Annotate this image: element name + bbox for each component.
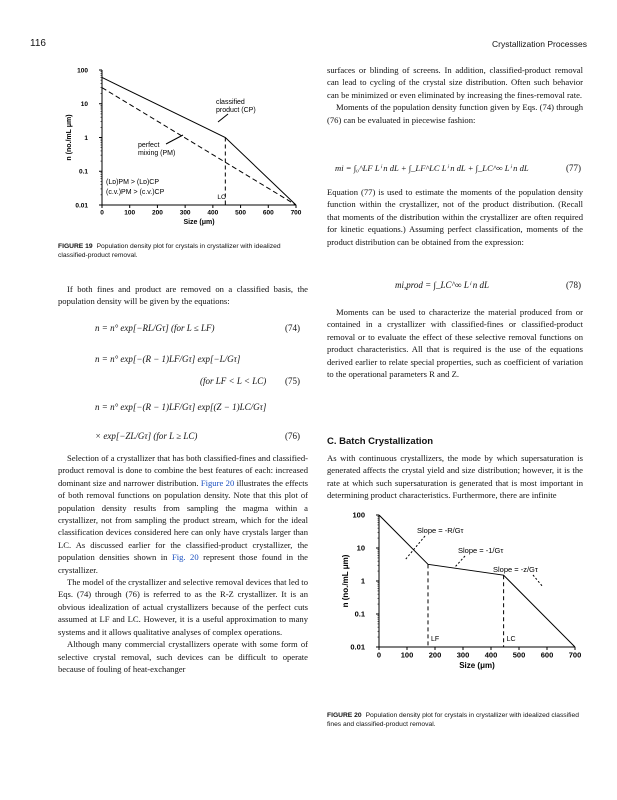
equation-77: mi = ∫₀^LF Lⁱ n dL + ∫_LF^LC Lⁱ n dL + ∫_LC^∞ Lⁱ n dL: [335, 163, 529, 173]
equation-74-number: (74): [285, 323, 300, 333]
left-body: [58, 452, 308, 675]
y-tick-label: 0.1: [78, 168, 88, 176]
series-line: [102, 88, 296, 205]
right-para-5: As with continuous crystallizers, the mode by which supersaturation is generated affects the crystal yield and size distribution; however, it is the rate at which such supersaturation is generated that is most important in determining product characteristics. Furthermore, there are infinite: [327, 453, 583, 501]
slope-3-pointer: [533, 575, 543, 587]
x-tick-label: 500: [235, 209, 247, 217]
equation-78: mi,prod = ∫_LC^∞ Lⁱ n dL: [395, 280, 490, 290]
x-tick-label: 200: [428, 650, 442, 660]
x-tick-label: 0: [100, 209, 104, 217]
pm-label-line2: mixing (PM): [138, 150, 176, 157]
x-tick-label: 0: [376, 650, 382, 660]
y-tick-label: 100: [77, 67, 88, 75]
slope-3-label: Slope = -z/Gτ: [493, 565, 538, 574]
left-para-1: If both fines and product are removed on a classified basis, the population density will be given by the equations:: [58, 284, 308, 307]
right-para-2: Moments of the population density function given by Eqs. (74) through (76) can be evaluated in piecewise fashion:: [327, 102, 583, 125]
left-para-4: Although many commercial crystallizers operate with some form of selective crystal removal, such devices can be difficult to operate because of fouling of heat-exchanger: [58, 639, 308, 674]
y-tick-label: 0.1: [354, 609, 365, 619]
y-tick-label: 1: [84, 134, 88, 142]
equation-74: n = n° exp[−RL/Gτ] (for L ≤ LF): [95, 323, 215, 333]
slope-1-label: Slope = -R/Gτ: [417, 526, 464, 535]
x-axis-label: Size (μm): [183, 219, 215, 226]
right-body-bottom: [327, 452, 583, 502]
slope-2-label: Slope = -1/Gτ: [458, 546, 504, 555]
series-line: [379, 515, 575, 647]
equation-75-number: (75): [285, 376, 300, 386]
x-tick-label: 300: [456, 650, 470, 660]
x-tick-label: 600: [540, 650, 554, 660]
x-tick-label: 100: [124, 209, 136, 217]
figure-19-label: FIGURE 19: [58, 243, 93, 250]
y-tick-label: 0.01: [350, 642, 365, 652]
pm-label-line1: perfect: [138, 142, 160, 149]
left-para-3: The model of the crystallizer and selective removal devices that led to Eqs. (74) through (76) is referred to as the R-Z crystallizer. It is an obvious idealization of actual crystallizers because of the perfect cuts assumed at LF and LC. However, it is a useful approximation to many systems and it allows qualitative analyses of complex operations.: [58, 577, 308, 637]
slope-1-pointer: [405, 536, 425, 560]
x-tick-label: 500: [512, 650, 526, 660]
right-para-3: Equation (77) is used to estimate the moments of the population density function within the crystallizer, not of the product distribution. (Recall that moments of the distribution within the crystallizer are often required for kinetic equations.) Assuming perfect classification, moments of the product distribution can be obtained from the expression:: [327, 187, 583, 247]
lc-label: LC: [506, 636, 516, 643]
figure-19-chart: [58, 60, 308, 240]
figure-19-caption-text: Population density plot for crystals in crystallizer with idealized classified-product removal.: [58, 243, 281, 259]
cp-label-line1: classified: [216, 99, 245, 106]
right-body-top: [327, 64, 583, 126]
inequality-2: (c.v.)PM > (c.v.)CP: [106, 189, 165, 196]
figure-20-caption: [327, 711, 585, 729]
y-axis-label: n (no./mL μm): [66, 114, 73, 161]
equation-78-number: (78): [566, 280, 581, 290]
running-title: Crystallization Processes: [492, 39, 587, 49]
y-axis-label: n (no./mL μm): [341, 554, 350, 608]
pm-pointer: [166, 135, 183, 144]
cp-pointer: [218, 114, 228, 122]
figure-20-chart: [325, 505, 587, 705]
inequality-1: (Lᴅ)PM > (Lᴅ)CP: [106, 179, 160, 186]
equation-76-condition: × exp[−ZL/Gτ] (for L ≥ LC): [95, 431, 198, 441]
x-tick-label: 400: [207, 209, 219, 217]
fig-20-link[interactable]: Fig. 20: [171, 552, 199, 563]
x-tick-label: 600: [262, 209, 274, 217]
x-tick-label: 700: [568, 650, 582, 660]
y-tick-label: 100: [352, 510, 365, 520]
x-tick-label: 700: [290, 209, 302, 217]
cp-label-line2: product (CP): [216, 107, 256, 114]
figure-19-caption: [58, 242, 308, 260]
lc-label: LC: [217, 194, 226, 201]
equation-76: n = n° exp[−(R − 1)LF/Gτ] exp[(Z − 1)LC/Gτ]: [95, 402, 267, 412]
section-heading: C. Batch Crystallization: [327, 436, 434, 447]
equation-75: n = n° exp[−(R − 1)LF/Gτ] exp[−L/Gτ]: [95, 354, 241, 364]
equation-77-number: (77): [566, 163, 581, 173]
equation-75-condition: (for LF < L < LC): [200, 376, 267, 386]
equation-76-number: (76): [285, 431, 300, 441]
left-para-2: Selection of a crystallizer that has both classified-fines and classified-product removal is done to combine the best features of each: increased dominant size and narrower distribution. Figure 20 illustrates the effects of both removal functions on population density. Note that this plot of population density results from sampling the magma within a crystallizer, not from sampling the product stream, which for the ideal classification devices considered here can only have crystals larger than LC. As discussed earlier for the classified-product crystallizer, the population densities shown in Fig. 20 represent those found in the crystallizer.: [58, 453, 308, 575]
x-tick-label: 300: [179, 209, 191, 217]
figure-20-link[interactable]: Figure 20: [200, 477, 235, 488]
lf-label: LF: [431, 636, 440, 643]
right-para-4: Moments can be used to characterize the material produced from or contained in a crystallizer with classified-fines or classified-product removal or to evaluate the effect of these selective removal functions on product characteristics. All that is required is the use of the equations derived earlier to relate special properties, such as coefficient of variation to the operational parameters R and Z.: [327, 307, 583, 380]
slope-2-pointer: [455, 556, 465, 567]
x-axis-label: Size (μm): [459, 661, 495, 670]
x-tick-label: 200: [151, 209, 163, 217]
right-para-1: surfaces or blinding of screens. In addition, classified-product removal can lead to cycling of the crystal size distribution. Often such behavior can be minimized or even eliminated by increasing the fines-removal rate.: [327, 65, 583, 100]
y-tick-label: 0.01: [75, 202, 88, 210]
x-tick-label: 100: [400, 650, 414, 660]
y-tick-label: 1: [360, 576, 365, 586]
y-tick-label: 10: [356, 543, 365, 553]
y-tick-label: 10: [80, 101, 88, 109]
right-body-lower: [327, 306, 583, 380]
x-tick-label: 400: [484, 650, 498, 660]
figure-20-caption-text: Population density plot for crystals in crystallizer with idealized classified fines and classified-product removal.: [327, 712, 579, 728]
page-number: 116: [30, 38, 46, 49]
right-body-mid: [327, 186, 583, 248]
figure-20-label: FIGURE 20: [327, 712, 362, 719]
